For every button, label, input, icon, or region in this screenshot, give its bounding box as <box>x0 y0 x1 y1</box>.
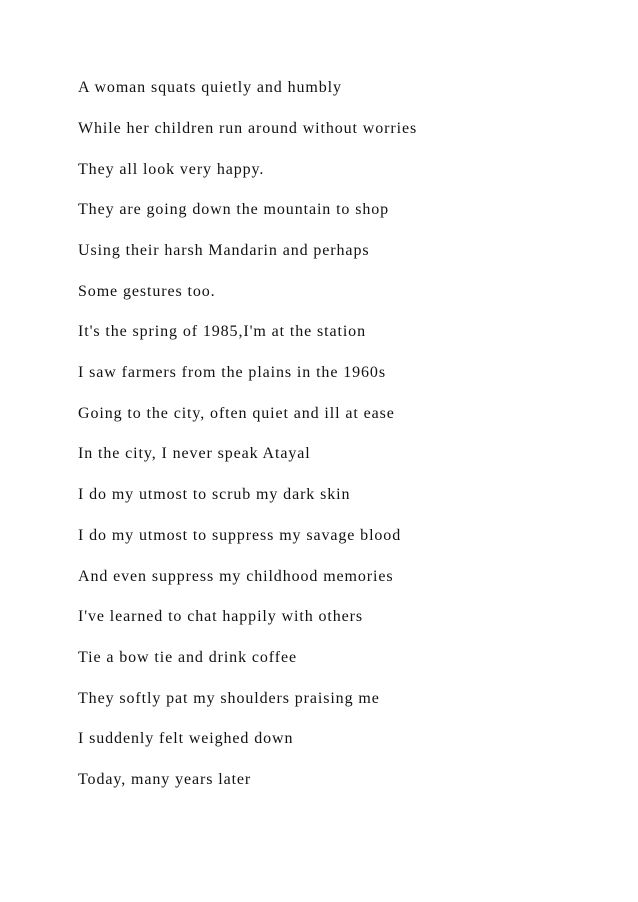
poem-line: In the city, I never speak Atayal <box>78 445 311 462</box>
poem-line: I suddenly felt weighed down <box>78 730 294 747</box>
poem-line: They are going down the mountain to shop <box>78 201 390 218</box>
poem-line: They softly pat my shoulders praising me <box>78 690 380 707</box>
poem-line: Today, many years later <box>78 771 252 788</box>
poem-line: Some gestures too. <box>78 283 216 300</box>
poem-line: I've learned to chat happily with others <box>78 608 364 625</box>
poem-line: While her children run around without worries <box>78 120 418 137</box>
poem-line: Tie a bow tie and drink coffee <box>78 649 297 666</box>
poem-line: I saw farmers from the plains in the 1960s <box>78 364 386 381</box>
poem-line: They all look very happy. <box>78 161 265 178</box>
poem-line: It's the spring of 1985,I'm at the station <box>78 323 366 340</box>
poem-line: Going to the city, often quiet and ill at ease <box>78 405 395 422</box>
poem-line: I do my utmost to scrub my dark skin <box>78 486 351 503</box>
poem-line: Using their harsh Mandarin and perhaps <box>78 242 370 259</box>
poem-line: I do my utmost to suppress my savage blood <box>78 527 402 544</box>
poem-line: A woman squats quietly and humbly <box>78 79 342 96</box>
poem-line: And even suppress my childhood memories <box>78 568 394 585</box>
